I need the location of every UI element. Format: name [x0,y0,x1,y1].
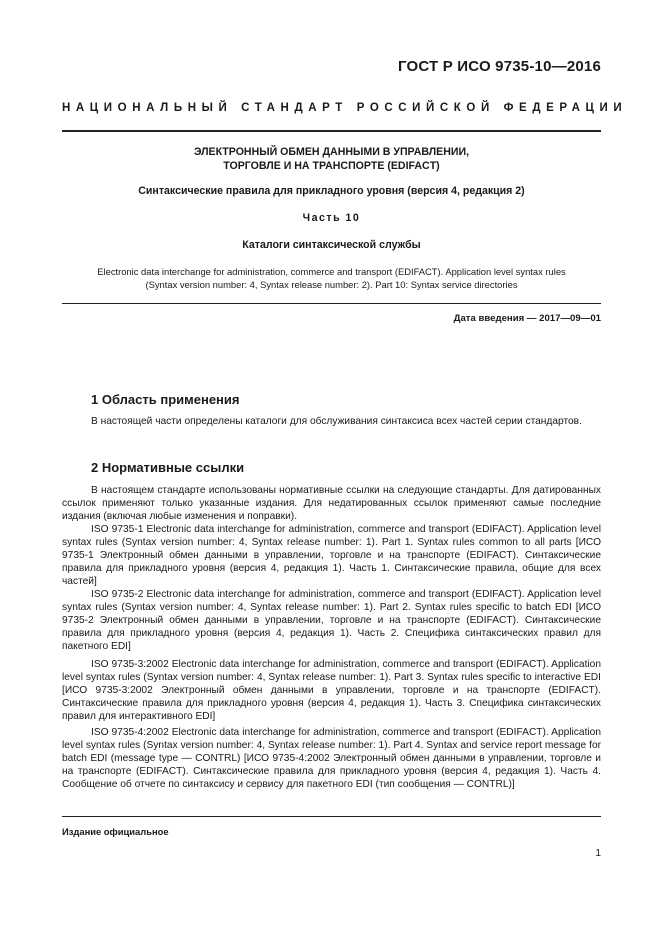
reference-iso-9735-3: ISO 9735-3:2002 Electronic data interchange for administration, commerce and transport (EDIFACT). Application level syntax rules (Syntax version number: 4, Syntax release number: 1). Part 3. Syntax rules specific to interactive EDI [ИСО 9735-3:2002 Электронный обмен данными в управлении, торговле и на транспорте (EDIFACT). Синтаксические правила для прикладного уровня (версия 4, редакция 1). Часть 3. Специфика синтаксических правил для интерактивного EDI] [62,659,601,722]
introduction-date: Дата введения — 2017—09—01 [453,313,601,324]
reference-iso-9735-2: ISO 9735-2 Electronic data interchange for administration, commerce and transport (EDIFACT). Application level syntax rules (Syntax version number: 4, Syntax release number: 1). Part 2. Syntax rules specific to batch EDI [ИСО 9735-2 Электронный обмен данными в управлении, торговле и на транспорте (EDIFACT). Синтаксические правила для прикладного уровня (версия 4, редакция 1). Часть 2. Специфика синтаксических правил для пакетного EDI] [62,589,601,652]
header-rule [62,130,601,132]
document-subtitle: Синтаксические правила для прикладного уровня (версия 4, редакция 2) [138,185,525,197]
footer-rule [62,816,601,817]
edition-label: Издание официальное [62,826,169,837]
reference-iso-9735-4: ISO 9735-4:2002 Electronic data interchange for administration, commerce and transport (EDIFACT). Application level syntax rules (Syntax version number: 4, Syntax release number: 1). Part 4. Syntax and service report message for batch EDI (message type — CONTRL) [ИСО 9735-4:2002 Электронный обмен данными в управлении, торговле и на транспорте (EDIFACT). Синтаксические правила для прикладного уровня (версия 4, редакция 1). Часть 4. Сообщение об отчете по синтаксису и сервису для пакетного EDI (тип сообщения — CONTRL)] [62,727,601,790]
section-paragraph: В настоящей части определены каталоги для обслуживания синтаксиса всех частей серии стандартов. [91,416,582,427]
section-paragraph: В настоящем стандарте использованы нормативные ссылки на следующие стандарты. Для датированных ссылок применяют только указанные издания. Для недатированных ссылок применяют самые последние издания (включая любые изменения и поправки). [62,485,601,522]
english-title-line-1: Electronic data interchange for administration, commerce and transport (EDIFACT). Application level syntax rules [97,266,566,277]
page-number: 1 [595,848,601,859]
reference-iso-9735-1: ISO 9735-1 Electronic data interchange for administration, commerce and transport (EDIFACT). Application level syntax rules (Syntax version number: 4, Syntax release number: 1). Part 1. Syntax rules common to all parts [ИСО 9735-1 Электронный обмен данными в управлении, торговле и на транспорте (EDIFACT). Синтаксические правила для прикладного уровня (версия 4, редакция 1). Часть 1. Синтаксические правила, общие для всех частей] [62,524,601,587]
part-title: Каталоги синтаксической службы [242,239,421,251]
title-rule [62,303,601,304]
title-line-1: ЭЛЕКТРОННЫЙ ОБМЕН ДАННЫМИ В УПРАВЛЕНИИ, [193,146,470,158]
document-title [62,145,601,173]
english-title-line-2: (Syntax version number: 4, Syntax release number: 2). Part 10: Syntax service directories [145,279,518,290]
english-title [62,265,601,291]
title-line-2: ТОРГОВЛЕ И НА ТРАНСПОРТЕ (EDIFACT) [223,160,440,172]
section-heading-scope: 1 Область применения [91,392,240,407]
standard-banner: НАЦИОНАЛЬНЫЙ СТАНДАРТ РОССИЙСКОЙ ФЕДЕРАЦИИ [62,102,628,114]
section-heading-normative-references: 2 Нормативные ссылки [91,460,245,475]
document-code: ГОСТ Р ИСО 9735-10—2016 [397,58,601,75]
part-number: Часть 10 [302,212,361,224]
